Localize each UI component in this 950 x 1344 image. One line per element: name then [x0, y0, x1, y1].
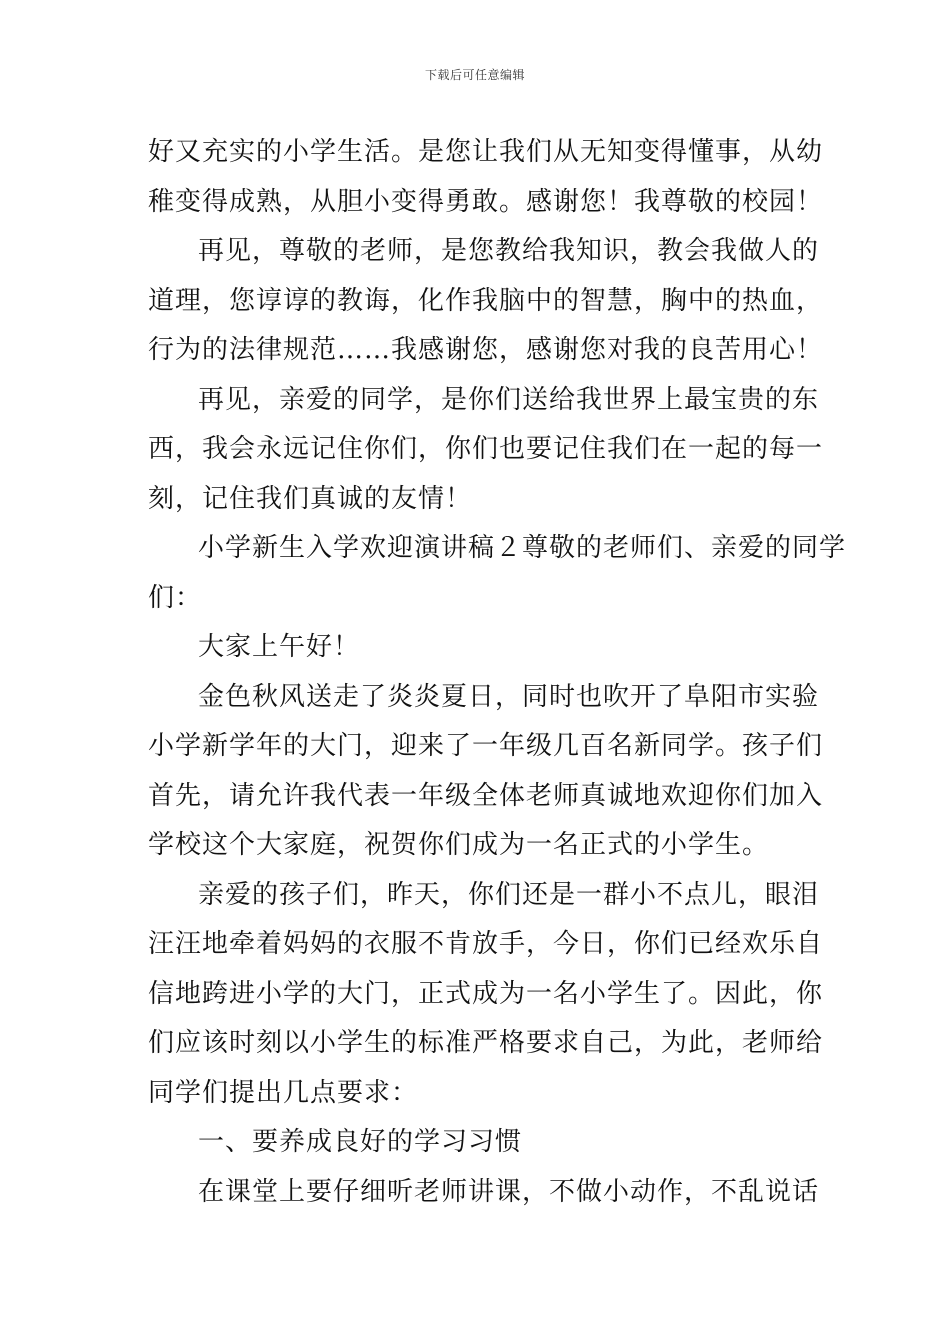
- section-heading-line: 一、要养成良好的学习习惯: [198, 1127, 523, 1157]
- paragraph-start-line: 在课堂上要仔细听老师讲课，不做小动作，不乱说话: [198, 1176, 820, 1207]
- paragraph-start-line: 金色秋风送走了炎炎夏日，同时也吹开了阜阳市实验: [198, 681, 820, 712]
- text-line: 们：: [148, 582, 203, 613]
- paragraph-start-line: 再见，尊敬的老师，是您教给我知识，教会我做人的: [198, 236, 820, 266]
- text-line: 同学们提出几点要求：: [148, 1077, 419, 1108]
- text-line: 信地跨进小学的大门，正式成为一名小学生了。因此，你: [148, 978, 824, 1009]
- paragraph-start-line: 亲爱的孩子们，昨天，你们还是一群小不点儿，眼泪: [198, 879, 820, 910]
- text-line: 刻，记住我们真诚的友情！: [148, 483, 473, 514]
- text-line: 道理，您谆谆的教诲，化作我脑中的智慧，胸中的热血，: [148, 285, 824, 316]
- paragraph-start-line: 大家上午好！: [198, 632, 361, 662]
- paragraph-start-line: 再见，亲爱的同学，是你们送给我世界上最宝贵的东: [198, 384, 820, 415]
- text-line: 西，我会永远记住你们，你们也要记住我们在一起的每一: [148, 434, 824, 464]
- document-body: [148, 128, 847, 1217]
- text-line: 首先，请允许我代表一年级全体老师真诚地欢迎你们加入: [148, 780, 824, 811]
- paragraph-start-line: 小学新生入学欢迎演讲稿２尊敬的老师们、亲爱的同学: [198, 533, 847, 563]
- text-line: 们应该时刻以小学生的标准严格要求自己，为此，老师给: [148, 1028, 824, 1058]
- text-line: 学校这个大家庭，祝贺你们成为一名正式的小学生。: [148, 830, 770, 860]
- text-line: 稚变得成熟，从胆小变得勇敢。感谢您！我尊敬的校园！: [148, 186, 824, 217]
- text-line: 好又充实的小学生活。是您让我们从无知变得懂事，从幼: [148, 137, 824, 167]
- text-line: 汪汪地牵着妈妈的衣服不肯放手，今日，你们已经欢乐自: [148, 929, 824, 959]
- text-line: 小学新学年的大门，迎来了一年级几百名新同学。孩子们: [148, 731, 824, 761]
- text-line: 行为的法律规范……我感谢您，感谢您对我的良苦用心！: [148, 335, 824, 365]
- page-header-note: 下载后可任意编辑: [424, 68, 525, 82]
